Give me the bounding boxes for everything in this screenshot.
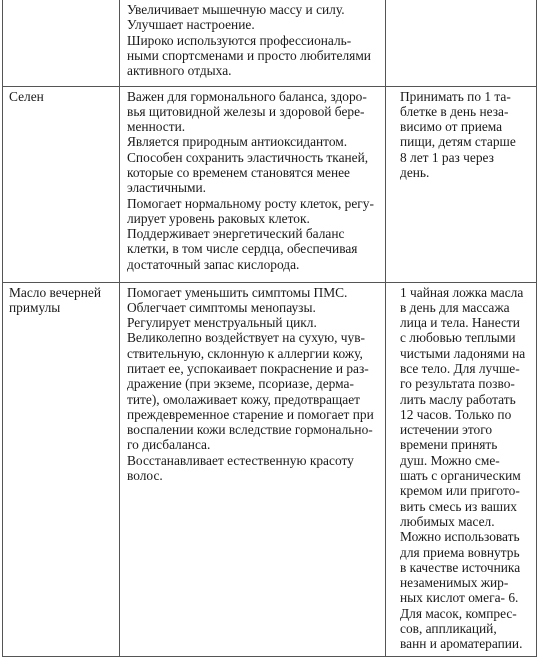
text-line: Способен сохранить эластичность тканей, [127,149,369,165]
text-line: чистыми ладонями на [400,345,526,361]
text-line: Важен для гормонального баланса, здоро- [127,88,367,104]
text-line: Широко используются профессиональ- [127,32,352,48]
text-line: ванн и ароматерапии. [400,636,523,652]
effect-text [120,283,385,486]
effect-text [120,0,385,80]
text-line: пищи, детям старше [400,134,516,150]
text-line: питает ее, успокаивает покраснение и раз- [127,360,369,376]
text-line: Облегчает симптомы менопаузы. [127,299,316,315]
text-line: для приема вовнутрь [400,544,520,560]
dosage-text [386,87,536,183]
text-line: Является природным антиоксидантом. [127,134,348,150]
text-line: Масло вечерней [9,284,102,300]
text-line: клетки, в том числе сердца, обеспечивая [127,241,358,257]
text-line: вить смесь из ваших [400,498,517,514]
effect-cell [120,0,386,86]
name-cell [3,282,120,656]
text-line: воспалении кожи вследствие гормонально- [127,422,373,438]
supplements-table [2,0,537,657]
text-line: в качестве источника [400,559,521,575]
text-line: Поддерживает энергетический баланс [127,226,345,242]
effect-text [120,87,385,275]
text-line: эластичными. [127,180,206,196]
dosage-cell [386,86,537,282]
name-cell [3,86,120,282]
dosage-cell [386,282,537,656]
table-row [3,86,537,282]
text-line: активного отдыха. [127,63,232,79]
text-line: Для масок, компрес- [400,605,517,621]
name-text [3,0,119,4]
text-line: ствительную, склонную к аллергии кожу, [127,345,363,361]
text-line: Улучшает настроение. [127,17,255,33]
text-line: Помогает уменьшить симптомы ПМС. [127,284,348,300]
name-cell [3,0,120,86]
text-line: истечении этого [400,422,493,438]
text-line: сов, аппликаций, [400,621,497,637]
text-line: времени принять [400,437,498,453]
name-text [3,283,119,318]
text-line: висимо от приема [400,119,503,135]
name-text [3,87,119,106]
text-line: лирует уровень раковых клеток. [127,210,310,226]
text-line: менности. [127,119,186,135]
text-line: вья щитовидной железы и здоровой бере- [127,103,365,119]
text-line: ными спортсменами и просто любителями [127,47,371,63]
text-line: Восстанавливает естественную красоту [127,452,354,468]
text-line: го результата позво- [400,376,515,392]
text-line: 1 чайная ложка масла [400,284,524,300]
effect-cell [120,86,386,282]
text-line: Помогает нормальному росту клеток, регу- [127,195,374,211]
dosage-text [386,0,536,4]
table-row [3,282,537,656]
text-line: примулы [9,299,61,315]
text-line: Принимать по 1 та- [400,88,511,104]
text-line: 12 часов. Только по [400,406,512,422]
text-line: которые со временем становятся менее [127,164,350,180]
text-line: Можно использовать [400,529,520,545]
dosage-text [386,283,536,654]
text-line: все тело. Для лучше- [400,360,520,376]
text-line: любимых масел. [400,513,495,529]
text-line: Увеличивает мышечную массу и силу. [127,2,345,17]
text-line: в день для массажа [400,299,510,315]
text-line: ных кислот омега- 6. [400,590,519,606]
effect-cell [120,282,386,656]
text-line: Великолепно воздействует на сухую, чув- [127,330,365,346]
dosage-cell [386,0,537,86]
text-line: тите), омолаживает кожу, предотвращает [127,391,360,407]
text-line: незаменимых жир- [400,575,509,591]
text-line: 8 лет 1 раз через [400,149,494,165]
text-line: кремом или пригото- [400,483,520,499]
text-line: блетке в день неза- [400,103,509,119]
text-line: с любовью теплыми [400,330,516,346]
text-line: день. [400,164,430,180]
text-line: достаточный запас кислорода. [127,256,300,272]
table-row [3,0,537,86]
text-line: волос. [127,468,163,484]
text-line: дражение (при экземе, псориазе, дерма- [127,376,354,392]
text-line: шать с органическим [400,468,521,484]
text-line: го дисбаланса. [127,437,211,453]
text-line: Регулирует менструальный цикл. [127,315,317,331]
text-line: лить маслу работать [400,391,516,407]
text-line: преждевременное старение и помогает при [127,406,374,422]
text-line: Селен [9,88,44,104]
text-line: лица и тела. Нанести [400,315,520,331]
text-line: душ. Можно сме- [400,452,500,468]
